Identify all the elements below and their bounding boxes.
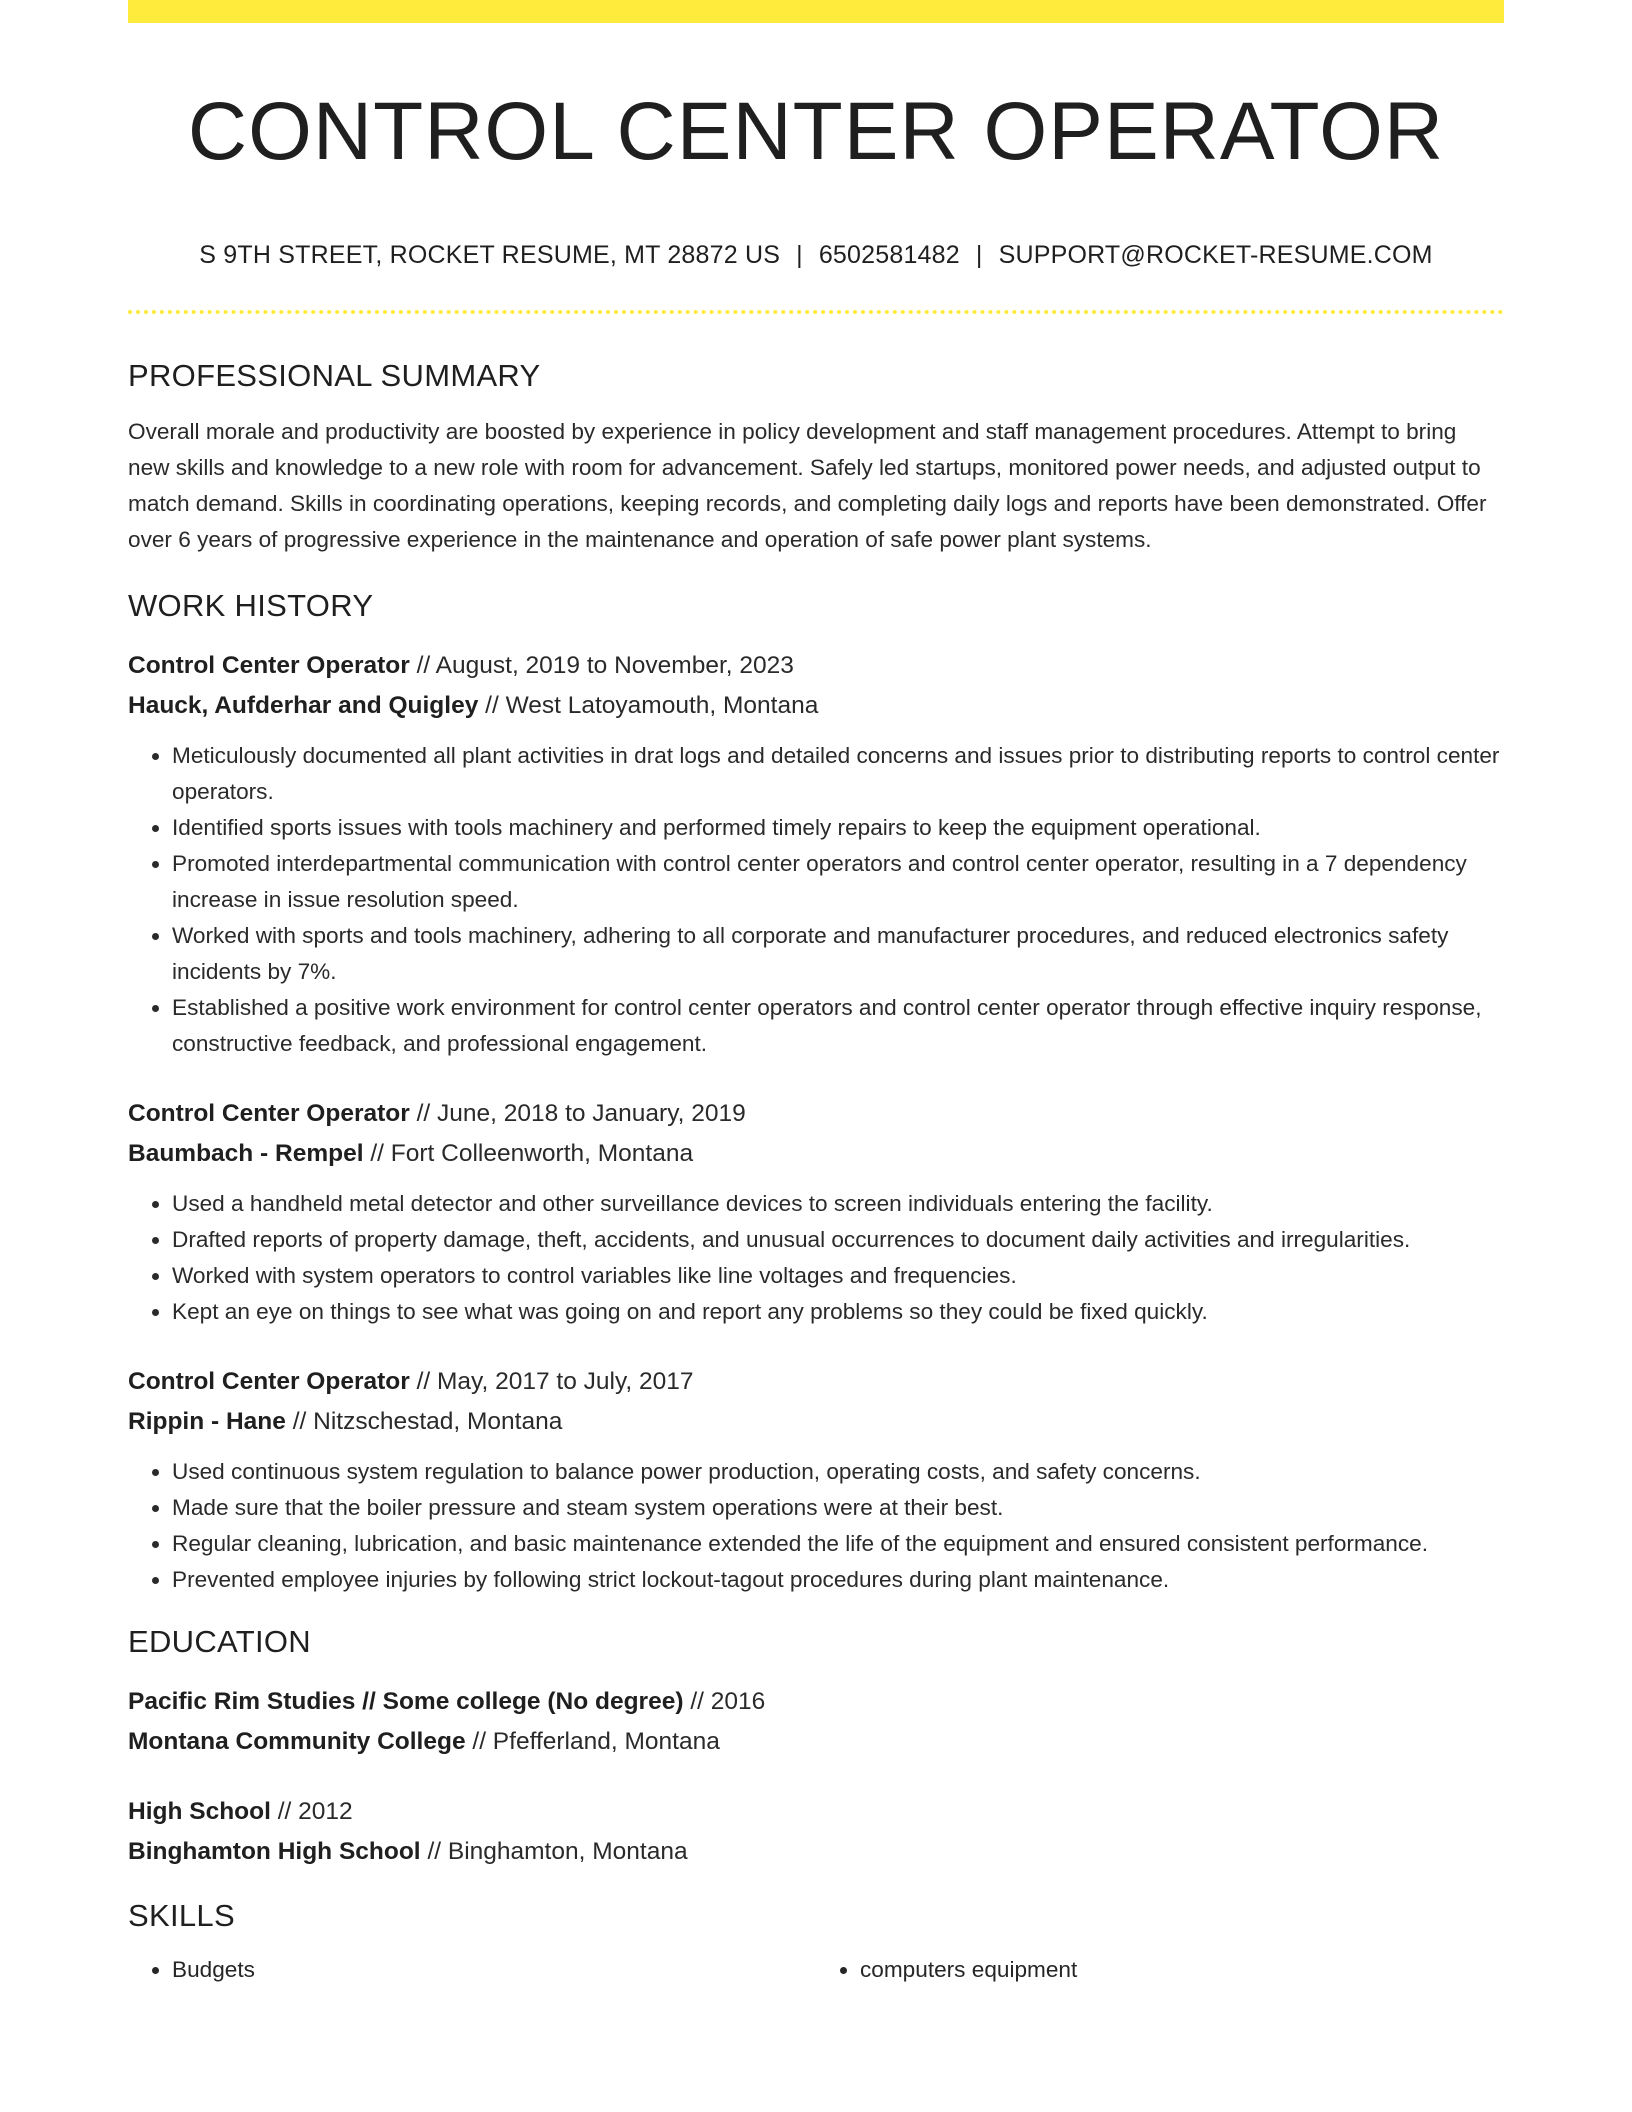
job-bullet: • Made sure that the boiler pressure and steam system operations were at their best. (172, 1490, 1504, 1526)
job-bullets (128, 1186, 1504, 1330)
skills-columns (128, 1952, 1504, 1988)
job-role: Control Center Operator (128, 652, 410, 680)
job-bullet: • Established a positive work environment for control center operators and control center operator through effective inquiry response, constructive feedback, and professional engagement. (172, 990, 1504, 1062)
contact-phone: 6502581482 (818, 241, 960, 270)
job-role-line (128, 646, 1504, 686)
skills-left-list (128, 1952, 816, 1988)
education-degree-line (128, 1682, 1504, 1722)
job-bullet: • Meticulously documented all plant activities in drat logs and detailed concerns and issues prior to distributing reports to control center operators. (172, 738, 1504, 810)
education-school-line (128, 1722, 1504, 1762)
job-location: // Fort Colleenworth, Montana (370, 1140, 694, 1168)
education-section (128, 1624, 1504, 1872)
job-bullet: • Kept an eye on things to see what was going on and report any problems so they could be fixed quickly. (172, 1294, 1504, 1330)
job-entry (128, 1094, 1504, 1330)
job-bullet: • Promoted interdepartmental communication with control center operators and control center operator, resulting in a 7 dependency increase in issue resolution speed. (172, 846, 1504, 918)
contact-line (128, 241, 1504, 270)
education-degree-line (128, 1792, 1504, 1832)
resume-page (128, 0, 1504, 1988)
skills-title: SKILLS (128, 1898, 235, 1934)
contact-address: S 9TH STREET, ROCKET RESUME, MT 28872 US (199, 241, 781, 270)
job-bullet: • Used continuous system regulation to balance power production, operating costs, and safety concerns. (172, 1454, 1504, 1490)
job-company: Rippin - Hane (128, 1408, 286, 1436)
education-location: // Binghamton, Montana (427, 1838, 688, 1866)
contact-email: SUPPORT@ROCKET-RESUME.COM (998, 241, 1433, 270)
job-bullet: • Used a handheld metal detector and other surveillance devices to screen individuals entering the facility. (172, 1186, 1504, 1222)
job-location: // Nitzschestad, Montana (292, 1408, 563, 1436)
job-bullets (128, 738, 1504, 1062)
job-bullet: • Prevented employee injuries by following strict lockout-tagout procedures during plant maintenance. (172, 1562, 1504, 1598)
skill-item: • computers equipment (860, 1952, 1504, 1988)
job-company: Hauck, Aufderhar and Quigley (128, 692, 479, 720)
summary-title: PROFESSIONAL SUMMARY (128, 358, 541, 394)
job-entry (128, 1362, 1504, 1598)
job-dates: // August, 2019 to November, 2023 (416, 652, 794, 680)
job-bullet: • Drafted reports of property damage, theft, accidents, and unusual occurrences to document daily activities and irregularities. (172, 1222, 1504, 1258)
summary-text: Overall morale and productivity are boosted by experience in policy development and staff management procedures. Attempt to bring new skills and knowledge to a new role with room for advancement. Safely led startups, monitored power needs, and adjusted output to match demand. Skills in coordinating operations, keeping records, and completing daily logs and reports have been demonstrated. Offer over 6 years of progressive experience in the maintenance and operation of safe power plant systems. (128, 419, 1487, 553)
education-title: EDUCATION (128, 1624, 311, 1660)
skills-section (128, 1898, 1504, 1988)
education-school: Montana Community College (128, 1728, 466, 1756)
education-degree: High School (128, 1798, 271, 1826)
work-section (128, 588, 1504, 1598)
job-role: Control Center Operator (128, 1368, 410, 1396)
job-bullet: • Regular cleaning, lubrication, and basic maintenance extended the life of the equipment and ensured consistent performance. (172, 1526, 1504, 1562)
education-year: // 2012 (277, 1798, 353, 1826)
education-school: Binghamton High School (128, 1838, 421, 1866)
job-entry (128, 646, 1504, 1062)
job-company: Baumbach - Rempel (128, 1140, 364, 1168)
education-year: // 2016 (690, 1688, 766, 1716)
job-dates: // May, 2017 to July, 2017 (416, 1368, 694, 1396)
job-dates: // June, 2018 to January, 2019 (416, 1100, 746, 1128)
education-entry (128, 1792, 1504, 1872)
education-location: // Pfefferland, Montana (472, 1728, 720, 1756)
contact-separator: | (796, 241, 803, 270)
job-company-line (128, 1402, 1504, 1442)
job-bullets (128, 1454, 1504, 1598)
job-bullet: • Identified sports issues with tools machinery and performed timely repairs to keep the equipment operational. (172, 810, 1504, 846)
candidate-name: CONTROL CENTER OPERATOR (187, 86, 1445, 177)
skill-item: • Budgets (172, 1952, 816, 1988)
education-degree: Pacific Rim Studies // Some college (No degree) (128, 1688, 684, 1716)
job-location: // West Latoyamouth, Montana (485, 692, 819, 720)
job-role-line (128, 1362, 1504, 1402)
skills-right-list (816, 1952, 1504, 1988)
job-company-line (128, 686, 1504, 726)
education-school-line (128, 1832, 1504, 1872)
job-role-line (128, 1094, 1504, 1134)
job-company-line (128, 1134, 1504, 1174)
job-role: Control Center Operator (128, 1100, 410, 1128)
job-bullet: • Worked with system operators to control variables like line voltages and frequencies. (172, 1258, 1504, 1294)
top-accent-bar (128, 0, 1504, 23)
contact-separator: | (975, 241, 983, 270)
education-entry (128, 1682, 1504, 1762)
summary-section (128, 358, 1504, 558)
work-title: WORK HISTORY (128, 588, 374, 624)
dotted-divider (128, 310, 1504, 314)
job-bullet: • Worked with sports and tools machinery, adhering to all corporate and manufacturer procedures, and reduced electronics safety incidents by 7%. (172, 918, 1504, 990)
